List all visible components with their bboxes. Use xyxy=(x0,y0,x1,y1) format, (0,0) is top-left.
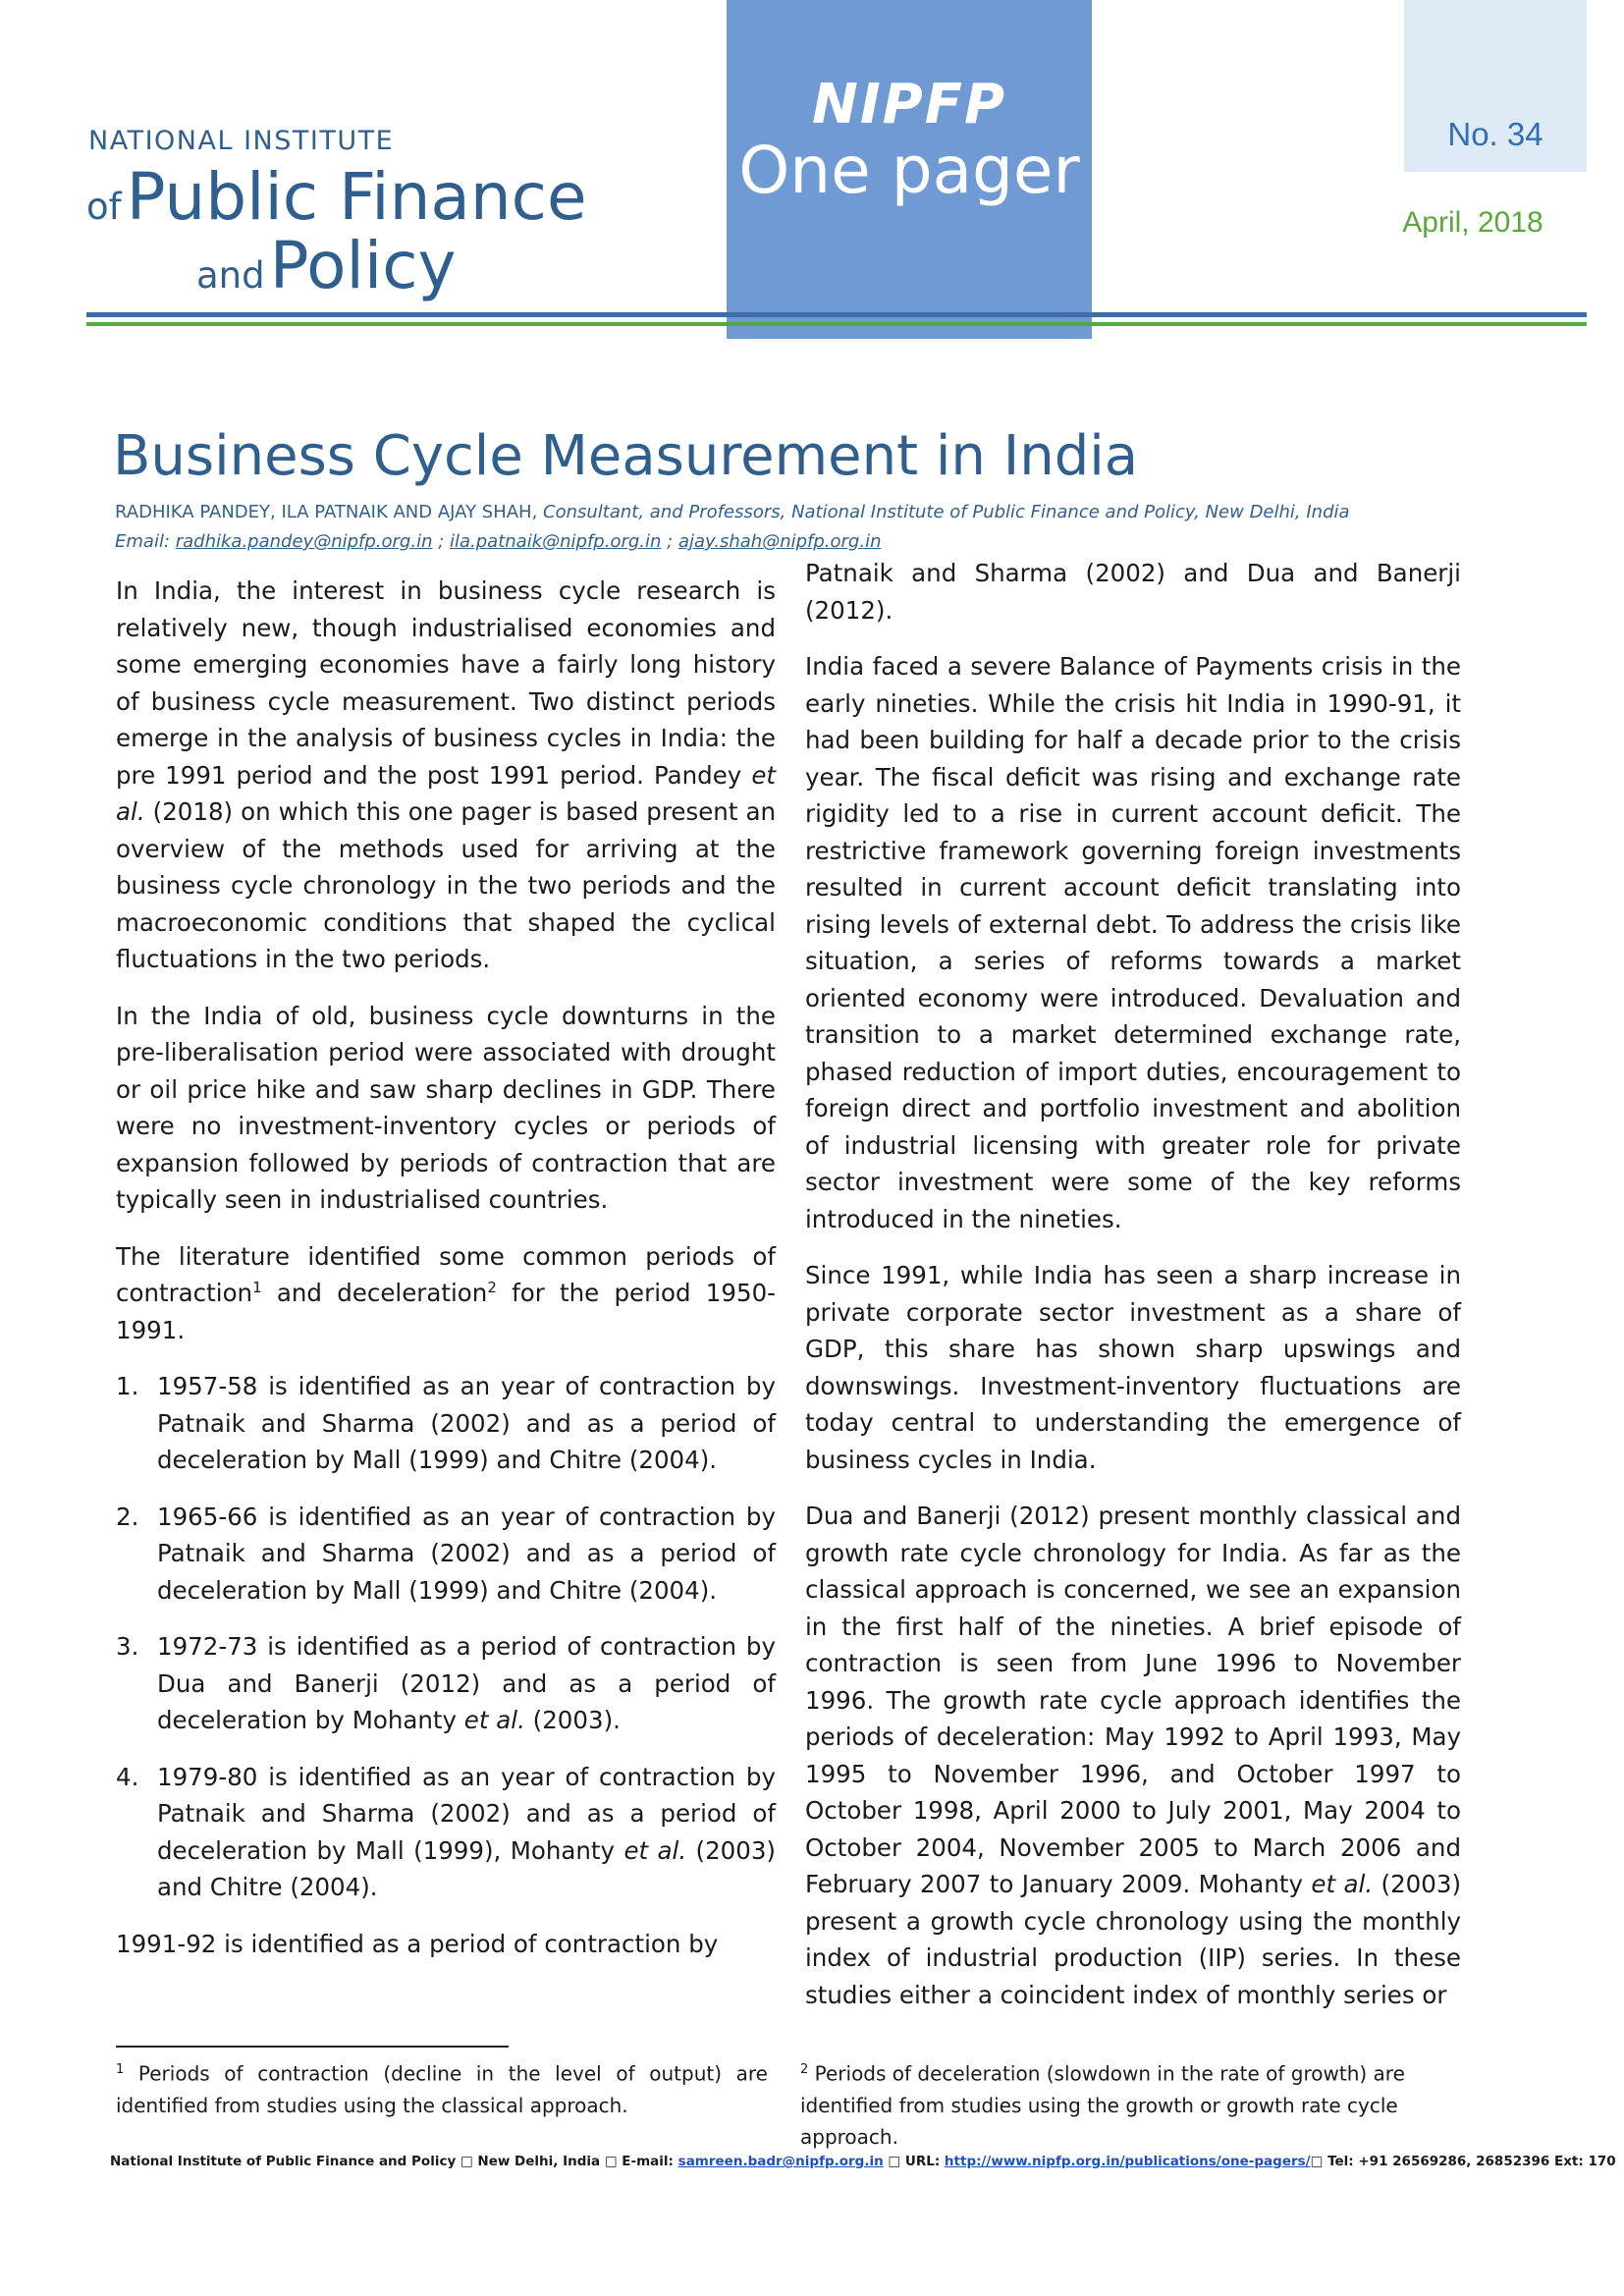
text-run: In India, the interest in business cycle research is relatively new, though industrialised economies and some emerging economies have a fairly long history of business cycle measurement. Two distinct periods emerge in the analysis of business cycles in India: the pre 1991 period and the post 1991 period. Pandey xyxy=(116,576,776,790)
author-emails xyxy=(115,531,882,552)
org-policy-word: Policy xyxy=(269,228,457,303)
et-al: et al. xyxy=(116,760,776,826)
paragraph-literature xyxy=(116,1238,776,1349)
list-item xyxy=(116,1499,776,1610)
email-label: Email: xyxy=(115,531,176,552)
right-column xyxy=(805,555,1461,2033)
list-number: 3. xyxy=(116,1632,139,1661)
author-names: RADHIKA PANDEY, ILA PATNAIK AND AJAY SHAH, xyxy=(115,502,538,522)
org-name-line3 xyxy=(196,228,457,303)
paragraph-continued: Patnaik and Sharma (2002) and Dua and Banerji (2012). xyxy=(805,559,1461,625)
issue-number: No. 34 xyxy=(1447,116,1543,152)
header-divider-blue xyxy=(86,312,1587,317)
list-text: 1972-73 is identified as a period of contraction by Dua and Banerji (2012) and as a period of deceleration by Mohanty xyxy=(157,1632,776,1734)
text-run: (2003) present a growth cycle chronology using the monthly index of industrial production (IIP) series. In these studies either a coincident index of monthly series or xyxy=(805,1870,1462,2009)
paragraph-intro xyxy=(116,573,776,978)
et-al: et al. xyxy=(463,1706,525,1734)
list-item xyxy=(116,1628,776,1739)
text-run: and deceleration xyxy=(261,1279,488,1307)
issue-date: April, 2018 xyxy=(1402,206,1543,239)
footnote-1 xyxy=(116,2054,768,2121)
org-and-word: and xyxy=(196,254,265,297)
article-title: Business Cycle Measurement in India xyxy=(113,424,1139,488)
list-text: 1957-58 is identified as an year of contraction by Patnaik and Sharma (2002) and as a period of deceleration by Mall (1999) and Chitre (2004). xyxy=(157,1372,776,1474)
contraction-list xyxy=(116,1368,776,1906)
list-number: 1. xyxy=(116,1372,139,1400)
footnote-text: Periods of contraction (decline in the level of output) are identified from studies using the classical approach. xyxy=(116,2061,768,2117)
list-item xyxy=(116,1368,776,1479)
et-al: et al. xyxy=(1311,1870,1374,1898)
org-name-line2 xyxy=(86,159,587,235)
footnote-divider xyxy=(116,2046,509,2048)
text-run: for the period 1950-1991. xyxy=(116,1279,776,1344)
list-item xyxy=(116,1759,776,1906)
footer-text: National Institute of Public Finance and Policy □ New Delhi, India □ E-mail: xyxy=(110,2154,678,2169)
footer-url-link[interactable]: http://www.nipfp.org.in/publications/one-pagers/ xyxy=(944,2154,1311,2169)
org-of-word: of xyxy=(86,186,122,228)
footer-text: □ URL: xyxy=(883,2154,945,2169)
text-run: Dua and Banerji (2012) present monthly classical and growth rate cycle chronology for India. As far as the classical approach is concerned, we see an expansion in the first half of the nineties. A brief episode of contraction is seen from June 1996 to November 1996. The growth rate cycle approach identifies the periods of deceleration: May 1992 to April 1993, May 1995 to November 1996, and October 1997 to October 1998, April 2000 to July 2001, May 2004 to October 2004, November 2005 to March 2006 and February 2007 to January 2009. Mohanty xyxy=(805,1502,1461,1898)
list-text: (2003). xyxy=(524,1706,621,1734)
nipfp-logo: NIPFP xyxy=(811,73,1007,137)
footnote-2 xyxy=(800,2054,1448,2153)
list-text: (2003) and Chitre (2004). xyxy=(157,1835,776,1901)
list-number: 4. xyxy=(116,1762,139,1791)
paragraph-chronology xyxy=(805,1498,1461,2013)
paragraph-bop-crisis: India faced a severe Balance of Payments crisis in the early nineties. While the crisis hit India in 1990-91, it had been building for half a decade prior to the crisis year. The fiscal deficit was rising and exchange rate rigidity led to a rise in current account deficit. The restrictive framework governing foreign investments resulted in current account deficit translating into rising levels of external debt. To address the crisis like situation, a series of reforms towards a market oriented economy were introduced. Devaluation and transition to a market determined exchange rate, phased reduction of import duties, encouragement to foreign direct and portfolio investment and abolition of industrial licensing with greater role for private sector investment were some of the key reforms introduced in the nineties. xyxy=(805,652,1461,1233)
footnote-text: Periods of deceleration (slowdown in the rate of growth) are identified from studies using the growth or growth rate cycle approach. xyxy=(800,2061,1405,2149)
footnote-number: 2 xyxy=(800,2062,809,2077)
author-affiliation: Consultant, and Professors, National Institute of Public Finance and Policy, New Delhi, India xyxy=(537,502,1350,522)
footer-text: □ Tel: +91 26569286, 26852396 Ext: 170 xyxy=(1310,2154,1616,2169)
footnote-ref-1[interactable]: 1 xyxy=(252,1278,262,1296)
footnote-number: 1 xyxy=(116,2062,125,2077)
paragraph-since-1991: Since 1991, while India has seen a sharp increase in private corporate sector investment as a share of GDP, this share has shown sharp upswings and downswings. Investment-inventory fluctuations are today central to understanding the emergence of business cycles in India. xyxy=(805,1261,1461,1474)
article-authors xyxy=(115,502,1350,522)
email-separator: ; xyxy=(661,531,678,552)
email-link-pandey[interactable]: radhika.pandey@nipfp.org.in xyxy=(175,531,433,552)
org-public-finance: Public Finance xyxy=(126,159,587,235)
one-pager-title: One pager xyxy=(738,133,1080,208)
list-text: 1965-66 is identified as an year of contraction by Patnaik and Sharma (2002) and as a period of deceleration by Mall (1999) and Chitre (2004). xyxy=(157,1502,776,1605)
email-link-patnaik[interactable]: ila.patnaik@nipfp.org.in xyxy=(450,531,662,552)
paragraph-1991: 1991-92 is identified as a period of contraction by xyxy=(116,1929,719,1958)
org-name-line1: NATIONAL INSTITUTE xyxy=(88,126,395,156)
left-column xyxy=(116,573,776,1982)
list-text: 1979-80 is identified as an year of contraction by Patnaik and Sharma (2002) and as a period of deceleration by Mall (1999), Mohanty xyxy=(157,1762,776,1865)
et-al: et al. xyxy=(623,1835,687,1865)
text-run: The literature identified some common periods of contraction xyxy=(116,1241,776,1307)
email-link-shah[interactable]: ajay.shah@nipfp.org.in xyxy=(677,531,882,552)
list-number: 2. xyxy=(116,1502,139,1531)
header-divider-green xyxy=(86,322,1587,326)
email-separator: ; xyxy=(432,531,450,552)
paragraph-old-india: In the India of old, business cycle downturns in the pre-liberalisation period were associated with drought or oil price hike and saw sharp declines in GDP. There were no investment-inventory cycles or periods of expansion followed by periods of contraction that are typically seen in industrialised countries. xyxy=(116,1001,776,1214)
footer-email-link[interactable]: samreen.badr@nipfp.org.in xyxy=(677,2154,884,2169)
page-footer xyxy=(110,2154,1616,2169)
text-run: (2018) on which this one pager is based present an overview of the methods used for arriving at the business cycle chronology in the two periods and the macroeconomic conditions that shaped the cyclical fluctuations in the two periods. xyxy=(116,797,776,973)
footnote-ref-2[interactable]: 2 xyxy=(487,1278,497,1296)
